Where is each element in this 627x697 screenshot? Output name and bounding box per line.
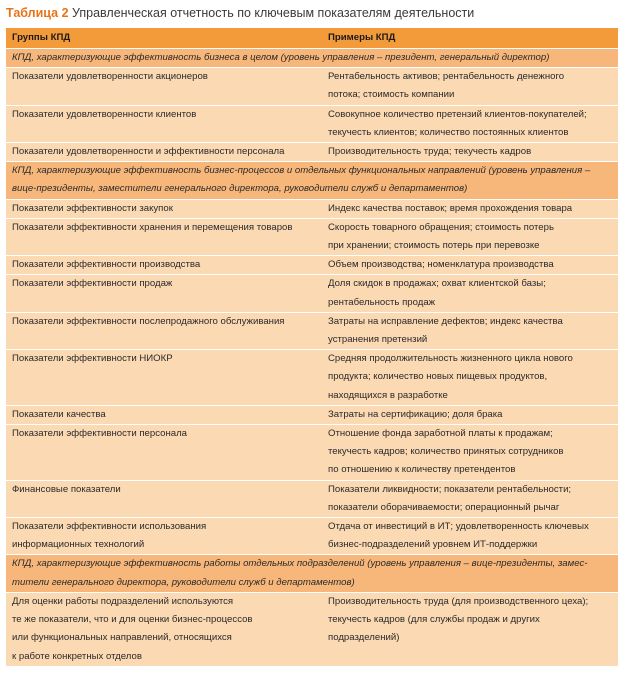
kpd-group-line: Показатели эффективности использования <box>12 521 207 533</box>
kpd-examples-cell <box>328 200 618 218</box>
table-row <box>6 592 618 666</box>
kpd-examples-line: Производительность труда; текучесть кадров <box>328 146 532 158</box>
kpd-examples-line: текучесть клиентов; количество постоянных клиентов <box>328 126 569 138</box>
section-title <box>12 162 590 198</box>
table-row <box>6 349 618 405</box>
kpd-examples-line: находящихся в разработке <box>328 389 448 401</box>
kpd-group-line: Показатели эффективности закупок <box>12 202 173 214</box>
header-groups: Группы КПД <box>12 32 71 43</box>
kpd-examples-cell <box>328 68 618 104</box>
kpd-examples-cell <box>328 481 618 517</box>
kpd-examples-line: при хранении; стоимость потерь при перевозке <box>328 240 540 252</box>
section-header-row <box>6 161 618 198</box>
kpd-examples-line: Отдача от инвестиций в ИТ; удовлетворенность ключевых <box>328 521 589 533</box>
table-row <box>6 517 618 554</box>
table-number: Таблица 2 <box>6 6 69 20</box>
kpd-examples-line: продукта; количество новых пищевых продуктов, <box>328 371 548 383</box>
table-row <box>6 105 618 142</box>
kpd-examples-line: Затраты на сертификацию; доля брака <box>328 408 503 420</box>
kpd-examples-cell <box>328 275 618 311</box>
section-title-line: КПД, характеризующие эффективность бизнес-процессов и отдельных функциональных направлений (уровень управления – <box>12 165 591 177</box>
kpd-examples-line: Отношение фонда заработной платы к продажам; <box>328 428 553 440</box>
kpd-group-line: Показатели эффективности НИОКР <box>12 353 173 365</box>
table-row <box>6 424 618 480</box>
kpd-group-cell <box>6 481 328 517</box>
kpd-examples-line: рентабельность продаж <box>328 296 436 308</box>
kpd-group-cell <box>6 200 328 218</box>
table-row <box>6 274 618 311</box>
table-row <box>6 312 618 349</box>
kpd-examples-cell <box>328 106 618 142</box>
kpd-group-line: те же показатели, что и для оценки бизнес-процессов <box>12 614 253 626</box>
kpd-group-cell <box>6 275 328 311</box>
kpd-examples-line: Средняя продолжительность жизненного цикла нового <box>328 353 573 365</box>
kpd-group-cell <box>6 313 328 349</box>
section-title-line: вице-президенты, заместители генерального директора, руководители служб и департаментов) <box>12 183 468 195</box>
kpd-examples-cell <box>328 313 618 349</box>
table-row <box>6 142 618 161</box>
kpd-examples-line: Индекс качества поставок; время прохождения товара <box>328 202 573 214</box>
kpd-group-cell <box>6 106 328 142</box>
kpd-group-line: Финансовые показатели <box>12 483 121 495</box>
kpd-examples-line: потока; стоимость компании <box>328 89 455 101</box>
kpd-group-line: Показатели эффективности послепродажного обслуживания <box>12 315 285 327</box>
table-title: Управленческая отчетность по ключевым показателям деятельности <box>68 6 475 20</box>
kpd-examples-cell <box>328 425 618 480</box>
kpd-examples-line: Скорость товарного обращения; стоимость потерь <box>328 221 554 233</box>
kpd-examples-line: Рентабельность активов; рентабельность денежного <box>328 71 565 83</box>
kpd-examples-line: текучесть кадров; количество принятых сотрудников <box>328 446 564 458</box>
kpd-group-line: Показатели эффективности продаж <box>12 278 173 290</box>
kpd-group-line: Показатели эффективности хранения и перемещения товаров <box>12 221 293 233</box>
kpd-group-cell <box>6 143 328 161</box>
kpd-examples-line: бизнес-подразделений уровнем ИТ-поддержки <box>328 539 538 551</box>
kpd-examples-line: Объем производства; номенклатура производства <box>328 259 554 271</box>
kpd-examples-line: Показатели ликвидности; показатели рентабельности; <box>328 483 572 495</box>
table-row <box>6 67 618 104</box>
kpd-group-line: Показатели удовлетворенности акционеров <box>12 71 208 83</box>
section-title-line: КПД, характеризующие эффективность работы отдельных подразделений (уровень управления – вице-президенты, замес- <box>12 558 588 570</box>
table-row <box>6 405 618 424</box>
kpd-examples-line: устранения претензий <box>328 334 428 346</box>
kpd-group-cell <box>6 256 328 274</box>
section-header-row <box>6 48 618 67</box>
kpd-group-cell <box>6 425 328 480</box>
kpd-group-line: Показатели эффективности персонала <box>12 428 188 440</box>
kpd-examples-cell <box>328 593 618 666</box>
table-row <box>6 218 618 255</box>
kpd-examples-cell <box>328 406 618 424</box>
kpd-examples-cell <box>328 350 618 405</box>
section-title <box>12 555 587 591</box>
kpd-examples-line: текучесть кадров (для службы продаж и других <box>328 614 540 626</box>
header-examples: Примеры КПД <box>328 32 396 43</box>
table-row <box>6 199 618 218</box>
section-title-line: тители генерального директора, руководители служб и департаментов) <box>12 576 355 588</box>
kpd-examples-line: подразделений) <box>328 632 400 644</box>
kpd-examples-cell <box>328 219 618 255</box>
section-title-line: КПД, характеризующие эффективность бизнеса в целом (уровень управления – президент, генеральный директор) <box>12 52 550 63</box>
kpd-group-cell <box>6 406 328 424</box>
kpd-examples-line: Совокупное количество претензий клиентов-покупателей; <box>328 108 587 120</box>
kpd-examples-cell <box>328 518 618 554</box>
section-title <box>12 49 549 67</box>
table-row <box>6 255 618 274</box>
kpd-examples-line: показатели оборачиваемости; операционный рычаг <box>328 501 560 513</box>
kpd-group-line: Показатели эффективности производства <box>12 259 201 271</box>
kpd-examples-line: Доля скидок в продажах; охват клиентской базы; <box>328 278 546 290</box>
kpd-group-line: или функциональных направлений, относящихся <box>12 632 232 644</box>
kpd-examples-cell <box>328 143 618 161</box>
kpd-group-cell <box>6 593 328 666</box>
kpd-examples-cell <box>328 256 618 274</box>
kpd-examples-line: по отношению к количеству претендентов <box>328 464 516 476</box>
kpd-table <box>6 28 618 666</box>
kpd-group-cell <box>6 518 328 554</box>
kpd-group-line: Показатели удовлетворенности клиентов <box>12 108 197 120</box>
table-caption <box>0 0 627 28</box>
kpd-group-cell <box>6 219 328 255</box>
section-header-row <box>6 554 618 591</box>
kpd-group-line: информационных технологий <box>12 539 145 551</box>
table-row <box>6 480 618 517</box>
kpd-group-line: Показатели удовлетворенности и эффективности персонала <box>12 146 285 158</box>
kpd-examples-line: Производительность труда (для производственного цеха); <box>328 595 589 607</box>
kpd-group-cell <box>6 350 328 405</box>
kpd-group-line: к работе конкретных отделов <box>12 650 142 662</box>
kpd-group-line: Для оценки работы подразделений используются <box>12 595 234 607</box>
kpd-examples-line: Затраты на исправление дефектов; индекс качества <box>328 315 563 327</box>
kpd-group-cell <box>6 68 328 104</box>
table-header-row <box>6 28 618 48</box>
kpd-group-line: Показатели качества <box>12 408 106 420</box>
